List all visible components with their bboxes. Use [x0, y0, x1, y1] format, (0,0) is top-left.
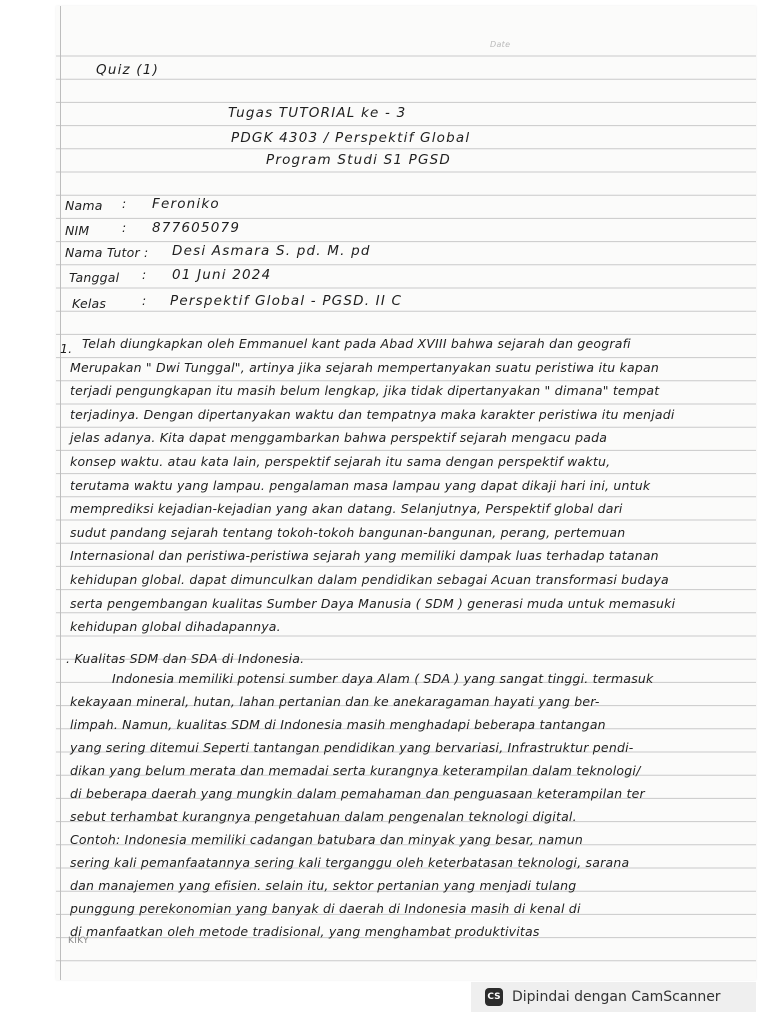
- colon: :: [122, 196, 127, 211]
- answer-1-line: memprediksi kejadian-kejadian yang akan datang. Selanjutnya, Perspektif global dari: [70, 501, 623, 517]
- answer-2-line: di manfaatkan oleh metode tradisional, yang menghambat produktivitas: [70, 924, 540, 939]
- answer-2-line: limpah. Namun, kualitas SDM di Indonesia masih menghadapi beberapa tantangan: [70, 717, 606, 732]
- answer-1-line: terjadi pengungkapan itu masih belum lengkap, jika tidak dipertanyakan " dimana" tempat: [70, 383, 660, 399]
- answer-2-line: sebut terhambat kurangnya pengetahuan dalam pengenalan teknologi digital.: [70, 809, 577, 824]
- answer-2-line: kekayaan mineral, hutan, lahan pertanian dan ke anekaragaman hayati yang ber-: [70, 694, 600, 709]
- notebook-page: [56, 6, 756, 980]
- answer-1-line: Internasional dan peristiwa-peristiwa sejarah yang memiliki dampak luas terhadap tatanan: [70, 548, 659, 564]
- colon: :: [142, 293, 147, 308]
- kelas-value: Perspektif Global - PGSD. II C: [170, 293, 403, 309]
- camscanner-icon: CS: [485, 988, 503, 1006]
- answer-1-line: jelas adanya. Kita dapat menggambarkan bahwa perspektif sejarah mengacu pada: [70, 430, 608, 446]
- answer-2-line: yang sering ditemui Seperti tantangan pendidikan yang bervariasi, Infrastruktur pendi-: [70, 740, 634, 755]
- assignment-title: Tugas TUTORIAL ke - 3: [228, 105, 407, 121]
- camscanner-label: Dipindai dengan CamScanner: [512, 989, 721, 1005]
- answer-2-heading: . Kualitas SDM dan SDA di Indonesia.: [66, 651, 305, 666]
- nama-value: Feroniko: [152, 196, 220, 212]
- answer-1-line: kehidupan global. dapat dimunculkan dalam pendidikan sebagai Acuan transformasi budaya: [70, 572, 669, 587]
- quiz-label: Quiz (1): [96, 62, 160, 78]
- nama-label: Nama: [65, 198, 103, 213]
- answer-2-line: dikan yang belum merata dan memadai serta kurangnya keterampilan dalam teknologi/: [70, 763, 641, 778]
- answer-2-line: Contoh: Indonesia memiliki cadangan batubara dan minyak yang besar, namun: [70, 832, 584, 847]
- nim-label: NIM: [65, 223, 90, 238]
- margin-line: [60, 6, 61, 980]
- tutor-label: Nama Tutor :: [65, 245, 149, 260]
- answer-number: 1.: [60, 341, 73, 356]
- answer-2-line: sering kali pemanfaatannya sering kali terganggu oleh keterbatasan teknologi, sarana: [70, 855, 630, 870]
- answer-2-line: di beberapa daerah yang mungkin dalam pemahaman dan penguasaan keterampilan ter: [70, 786, 645, 801]
- course-code: PDGK 4303 / Perspektif Global: [231, 130, 471, 146]
- brand-logo: KIKY: [68, 936, 89, 946]
- answer-1-line: serta pengembangan kualitas Sumber Daya Manusia ( SDM ) generasi muda untuk memasuki: [70, 595, 676, 611]
- colon: :: [122, 220, 127, 235]
- answer-2-line: Indonesia memiliki potensi sumber daya Alam ( SDA ) yang sangat tinggi. termasuk: [112, 671, 654, 686]
- answer-1-line: terutama waktu yang lampau. pengalaman masa lampau yang dapat dikaji hari ini, untuk: [70, 477, 651, 493]
- answer-1-line: kehidupan global dihadapannya.: [70, 619, 281, 635]
- study-program: Program Studi S1 PGSD: [266, 152, 452, 168]
- answer-1-line: Merupakan " Dwi Tunggal", artinya jika sejarah mempertanyakan suatu peristiwa itu kapan: [70, 359, 659, 375]
- answer-2-line: dan manajemen yang efisien. selain itu, sektor pertanian yang menjadi tulang: [70, 878, 577, 893]
- nim-value: 877605079: [152, 220, 241, 236]
- camscanner-badge: [471, 982, 756, 1012]
- tanggal-value: 01 Juni 2024: [172, 267, 272, 283]
- date-label: Date: [490, 40, 511, 49]
- answer-1-line: sudut pandang sejarah tentang tokoh-tokoh bangunan-bangunan, perang, pertemuan: [70, 524, 626, 540]
- answer-1-line: konsep waktu. atau kata lain, perspektif sejarah itu sama dengan perspektif waktu,: [70, 454, 611, 469]
- answer-2-line: punggung perekonomian yang banyak di daerah di Indonesia masih di kenal di: [70, 901, 581, 916]
- colon: :: [142, 267, 147, 282]
- tutor-value: Desi Asmara S. pd. M. pd: [172, 243, 371, 259]
- answer-1-line: terjadinya. Dengan dipertanyakan waktu dan tempatnya maka karakter peristiwa itu menjadi: [70, 406, 675, 422]
- answer-1-line: Telah diungkapkan oleh Emmanuel kant pada Abad XVIII bahwa sejarah dan geografi: [82, 336, 631, 351]
- kelas-label: Kelas: [72, 296, 107, 311]
- tanggal-label: Tanggal: [69, 270, 120, 285]
